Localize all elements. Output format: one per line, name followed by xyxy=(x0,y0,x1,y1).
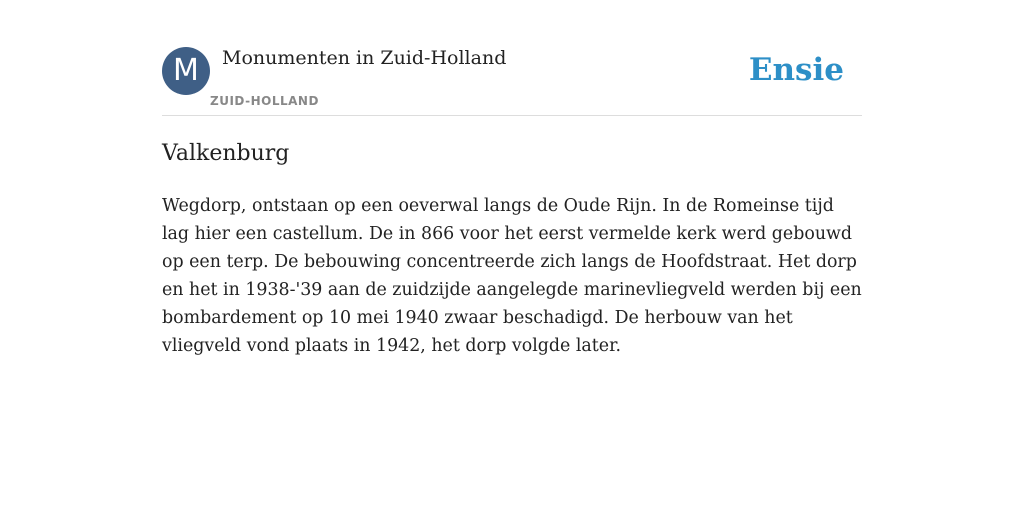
avatar[interactable]: M xyxy=(162,47,210,95)
entry-description: Wegdorp, ontstaan op een oeverwal langs de Oude Rijn. In de Romeinse tijd lag hier een castellum. De in 866 voor het eerst vermelde kerk werd gebouwd op een terp. De bebouwing concentreerde zich langs de Hoofdstraat. Het dorp en het in 1938-'39 aan de zuidzijde aangelegde marinevliegveld werden bij een bombardement op 10 mei 1940 zwaar beschadigd. De herbouw van het vliegveld vond plaats in 1942, het dorp volgde later. xyxy=(162,196,862,356)
site-title-link[interactable]: Monumenten in Zuid-Holland xyxy=(222,47,507,69)
brand-logo-link[interactable]: Ensie xyxy=(748,52,844,88)
category-label[interactable]: ZUID-HOLLAND xyxy=(210,94,319,108)
page-container xyxy=(162,0,862,356)
page-header xyxy=(162,0,862,116)
entry-title: Valkenburg xyxy=(162,141,290,166)
